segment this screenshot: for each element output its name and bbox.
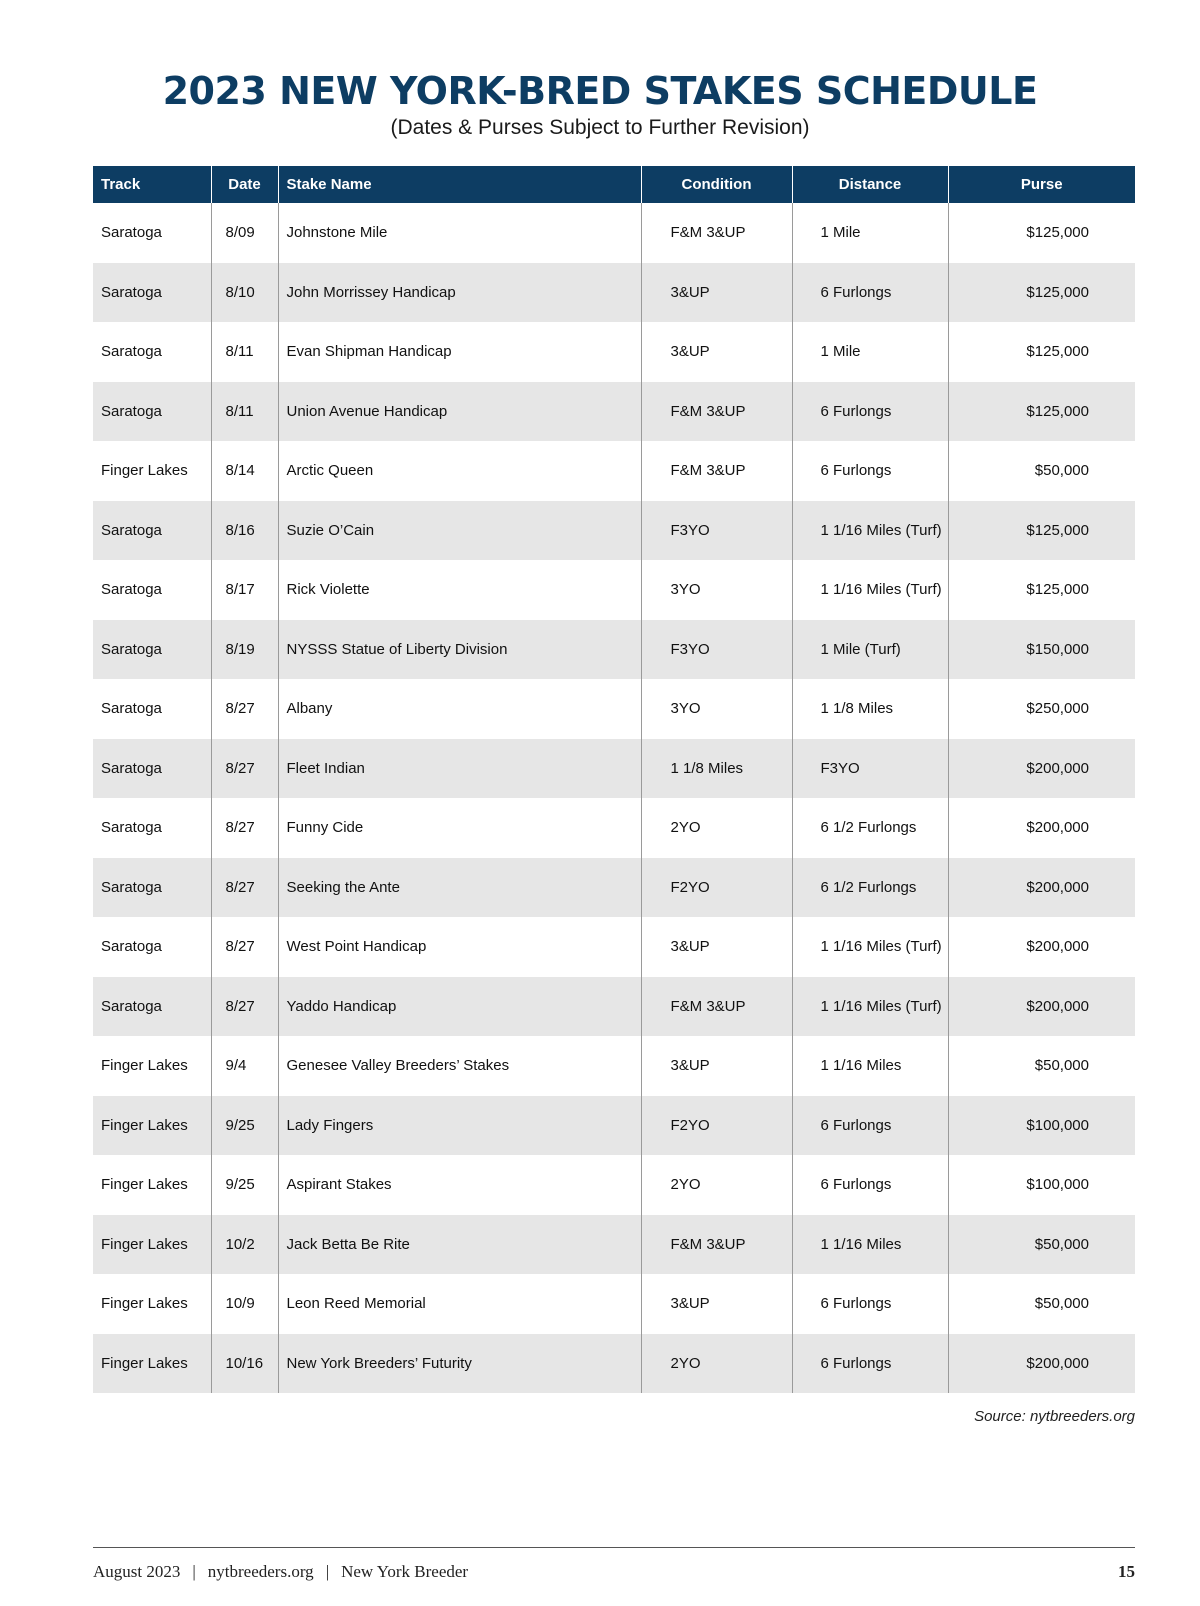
table-row bbox=[93, 679, 1135, 739]
cell-purse: $125,000 bbox=[948, 560, 1135, 620]
cell-stake-name: Genesee Valley Breeders’ Stakes bbox=[278, 1036, 641, 1096]
cell-purse: $250,000 bbox=[948, 679, 1135, 739]
cell-stake-name: Evan Shipman Handicap bbox=[278, 322, 641, 382]
cell-date: 8/17 bbox=[211, 560, 278, 620]
cell-purse: $50,000 bbox=[948, 1036, 1135, 1096]
table-row bbox=[93, 1155, 1135, 1215]
cell-date: 9/4 bbox=[211, 1036, 278, 1096]
cell-stake-name: Jack Betta Be Rite bbox=[278, 1215, 641, 1275]
cell-condition: 3YO bbox=[641, 679, 792, 739]
table-row bbox=[93, 1215, 1135, 1275]
cell-condition: 3&UP bbox=[641, 322, 792, 382]
table-row bbox=[93, 263, 1135, 323]
cell-purse: $125,000 bbox=[948, 382, 1135, 442]
cell-purse: $125,000 bbox=[948, 263, 1135, 323]
cell-purse: $125,000 bbox=[948, 501, 1135, 561]
cell-stake-name: John Morrissey Handicap bbox=[278, 263, 641, 323]
cell-track: Finger Lakes bbox=[101, 1057, 188, 1075]
footer-divider bbox=[93, 1547, 1135, 1548]
cell-track: Saratoga bbox=[93, 858, 211, 918]
cell-condition: F&M 3&UP bbox=[641, 977, 792, 1037]
table-row bbox=[93, 739, 1135, 799]
cell-date: 8/19 bbox=[211, 620, 278, 680]
cell-distance: 1 Mile (Turf) bbox=[792, 620, 948, 680]
cell-date: 8/27 bbox=[211, 679, 278, 739]
cell-stake-name: Lady Fingers bbox=[278, 1096, 641, 1156]
cell-date: 10/16 bbox=[211, 1334, 278, 1394]
header-track: Track bbox=[93, 166, 211, 203]
cell-date: 9/25 bbox=[211, 1155, 278, 1215]
cell-purse: $100,000 bbox=[948, 1155, 1135, 1215]
cell-purse: $100,000 bbox=[948, 1096, 1135, 1156]
cell-distance: 6 Furlongs bbox=[792, 382, 948, 442]
cell-date: 8/11 bbox=[211, 382, 278, 442]
table-row bbox=[93, 620, 1135, 680]
cell-distance: 6 Furlongs bbox=[792, 1155, 948, 1215]
cell-stake-name: Yaddo Handicap bbox=[278, 977, 641, 1037]
table-row bbox=[93, 1274, 1135, 1334]
cell-track: Finger Lakes bbox=[101, 1176, 188, 1194]
cell-track: Saratoga bbox=[101, 700, 162, 718]
cell-condition: 3&UP bbox=[641, 1274, 792, 1334]
header-distance: Distance bbox=[792, 166, 948, 203]
cell-track: Saratoga bbox=[101, 581, 162, 599]
cell-date: 8/09 bbox=[211, 203, 278, 263]
table-row bbox=[93, 917, 1135, 977]
cell-stake-name: New York Breeders’ Futurity bbox=[278, 1334, 641, 1394]
header-condition: Condition bbox=[641, 166, 792, 203]
cell-distance: 1 Mile bbox=[792, 203, 948, 263]
cell-purse: $200,000 bbox=[948, 1334, 1135, 1394]
cell-distance: 1 1/16 Miles (Turf) bbox=[792, 501, 948, 561]
cell-purse: $50,000 bbox=[948, 1215, 1135, 1275]
cell-condition: 3&UP bbox=[641, 917, 792, 977]
cell-purse: $50,000 bbox=[948, 441, 1135, 501]
cell-date: 10/2 bbox=[211, 1215, 278, 1275]
cell-purse: $125,000 bbox=[948, 203, 1135, 263]
cell-condition: 1 1/8 Miles bbox=[641, 739, 792, 799]
header-date: Date bbox=[211, 166, 278, 203]
cell-distance: 6 Furlongs bbox=[792, 263, 948, 323]
cell-stake-name: Albany bbox=[278, 679, 641, 739]
page-subtitle: (Dates & Purses Subject to Further Revision) bbox=[390, 116, 810, 139]
cell-date: 8/10 bbox=[211, 263, 278, 323]
cell-date: 8/11 bbox=[211, 322, 278, 382]
cell-track: Saratoga bbox=[93, 382, 211, 442]
cell-stake-name: Aspirant Stakes bbox=[278, 1155, 641, 1215]
table-row bbox=[93, 203, 1135, 263]
footer-publication: New York Breeder bbox=[341, 1562, 469, 1581]
cell-track: Finger Lakes bbox=[93, 1334, 211, 1394]
cell-date: 8/27 bbox=[211, 858, 278, 918]
table-row bbox=[93, 1334, 1135, 1394]
cell-purse: $125,000 bbox=[948, 322, 1135, 382]
cell-track: Saratoga bbox=[101, 938, 162, 956]
cell-purse: $200,000 bbox=[948, 798, 1135, 858]
cell-stake-name: Funny Cide bbox=[278, 798, 641, 858]
cell-condition: F2YO bbox=[641, 858, 792, 918]
cell-stake-name: Fleet Indian bbox=[278, 739, 641, 799]
cell-condition: 3&UP bbox=[641, 1036, 792, 1096]
cell-condition: F3YO bbox=[641, 501, 792, 561]
table-header bbox=[93, 166, 1135, 203]
table-row bbox=[93, 560, 1135, 620]
table-row bbox=[93, 501, 1135, 561]
cell-purse: $200,000 bbox=[948, 858, 1135, 918]
cell-distance: 6 1/2 Furlongs bbox=[792, 858, 948, 918]
cell-date: 8/16 bbox=[211, 501, 278, 561]
cell-track: Saratoga bbox=[101, 819, 162, 837]
cell-condition: F&M 3&UP bbox=[641, 382, 792, 442]
cell-track: Saratoga bbox=[93, 977, 211, 1037]
cell-track: Finger Lakes bbox=[93, 1096, 211, 1156]
cell-track: Finger Lakes bbox=[101, 462, 188, 480]
cell-track: Saratoga bbox=[101, 224, 162, 242]
cell-date: 8/27 bbox=[211, 739, 278, 799]
table-row bbox=[93, 858, 1135, 918]
cell-track: Finger Lakes bbox=[93, 1215, 211, 1275]
cell-condition: F2YO bbox=[641, 1096, 792, 1156]
cell-condition: 2YO bbox=[641, 798, 792, 858]
table-row bbox=[93, 1096, 1135, 1156]
cell-stake-name: Leon Reed Memorial bbox=[278, 1274, 641, 1334]
cell-condition: 2YO bbox=[641, 1155, 792, 1215]
cell-purse: $50,000 bbox=[948, 1274, 1135, 1334]
cell-track: Finger Lakes bbox=[101, 1295, 188, 1313]
cell-distance: F3YO bbox=[792, 739, 948, 799]
cell-condition: F&M 3&UP bbox=[641, 1215, 792, 1275]
cell-condition: F&M 3&UP bbox=[641, 441, 792, 501]
cell-purse: $200,000 bbox=[948, 977, 1135, 1037]
cell-stake-name: Rick Violette bbox=[278, 560, 641, 620]
cell-distance: 6 Furlongs bbox=[792, 1274, 948, 1334]
cell-condition: F&M 3&UP bbox=[641, 203, 792, 263]
cell-track: Saratoga bbox=[93, 620, 211, 680]
cell-distance: 6 Furlongs bbox=[792, 1334, 948, 1394]
cell-stake-name: Seeking the Ante bbox=[278, 858, 641, 918]
footer-site: nytbreeders.org bbox=[207, 1562, 314, 1581]
table-row bbox=[93, 322, 1135, 382]
page-footer bbox=[93, 1562, 468, 1582]
header-stake-name: Stake Name bbox=[278, 166, 641, 203]
cell-condition: 2YO bbox=[641, 1334, 792, 1394]
table-row bbox=[93, 798, 1135, 858]
cell-condition: 3YO bbox=[641, 560, 792, 620]
cell-distance: 1 1/16 Miles (Turf) bbox=[792, 977, 948, 1037]
table-row bbox=[93, 441, 1135, 501]
header-row bbox=[93, 166, 1135, 203]
cell-distance: 6 Furlongs bbox=[792, 441, 948, 501]
cell-track: Saratoga bbox=[101, 343, 162, 361]
cell-stake-name: NYSSS Statue of Liberty Division bbox=[278, 620, 641, 680]
cell-distance: 1 1/16 Miles (Turf) bbox=[792, 560, 948, 620]
cell-purse: $150,000 bbox=[948, 620, 1135, 680]
cell-purse: $200,000 bbox=[948, 917, 1135, 977]
cell-distance: 1 1/8 Miles bbox=[792, 679, 948, 739]
source-note: Source: nytbreeders.org bbox=[974, 1408, 1135, 1425]
cell-condition: F3YO bbox=[641, 620, 792, 680]
cell-date: 8/14 bbox=[211, 441, 278, 501]
cell-distance: 1 1/16 Miles (Turf) bbox=[792, 917, 948, 977]
cell-stake-name: West Point Handicap bbox=[278, 917, 641, 977]
table-body bbox=[93, 203, 1135, 1393]
cell-distance: 6 Furlongs bbox=[792, 1096, 948, 1156]
cell-purse: $200,000 bbox=[948, 739, 1135, 799]
cell-track: Saratoga bbox=[93, 501, 211, 561]
header-purse: Purse bbox=[948, 166, 1135, 203]
cell-distance: 1 1/16 Miles bbox=[792, 1215, 948, 1275]
page-title: 2023 NEW YORK-BRED STAKES SCHEDULE bbox=[162, 69, 1038, 113]
cell-condition: 3&UP bbox=[641, 263, 792, 323]
cell-stake-name: Arctic Queen bbox=[278, 441, 641, 501]
cell-stake-name: Suzie O’Cain bbox=[278, 501, 641, 561]
cell-date: 8/27 bbox=[211, 917, 278, 977]
cell-distance: 6 1/2 Furlongs bbox=[792, 798, 948, 858]
cell-stake-name: Union Avenue Handicap bbox=[278, 382, 641, 442]
cell-distance: 1 1/16 Miles bbox=[792, 1036, 948, 1096]
table-row bbox=[93, 1036, 1135, 1096]
cell-track: Saratoga bbox=[93, 263, 211, 323]
cell-date: 8/27 bbox=[211, 798, 278, 858]
table-row bbox=[93, 977, 1135, 1037]
cell-date: 8/27 bbox=[211, 977, 278, 1037]
stakes-schedule-table bbox=[93, 166, 1135, 1393]
footer-separator: | bbox=[192, 1562, 196, 1581]
footer-date: August 2023 bbox=[93, 1562, 181, 1581]
cell-date: 9/25 bbox=[211, 1096, 278, 1156]
cell-date: 10/9 bbox=[211, 1274, 278, 1334]
cell-distance: 1 Mile bbox=[792, 322, 948, 382]
footer-separator: | bbox=[325, 1562, 330, 1581]
cell-stake-name: Johnstone Mile bbox=[278, 203, 641, 263]
table-row bbox=[93, 382, 1135, 442]
page-number: 15 bbox=[1118, 1562, 1135, 1581]
cell-track: Saratoga bbox=[93, 739, 211, 799]
